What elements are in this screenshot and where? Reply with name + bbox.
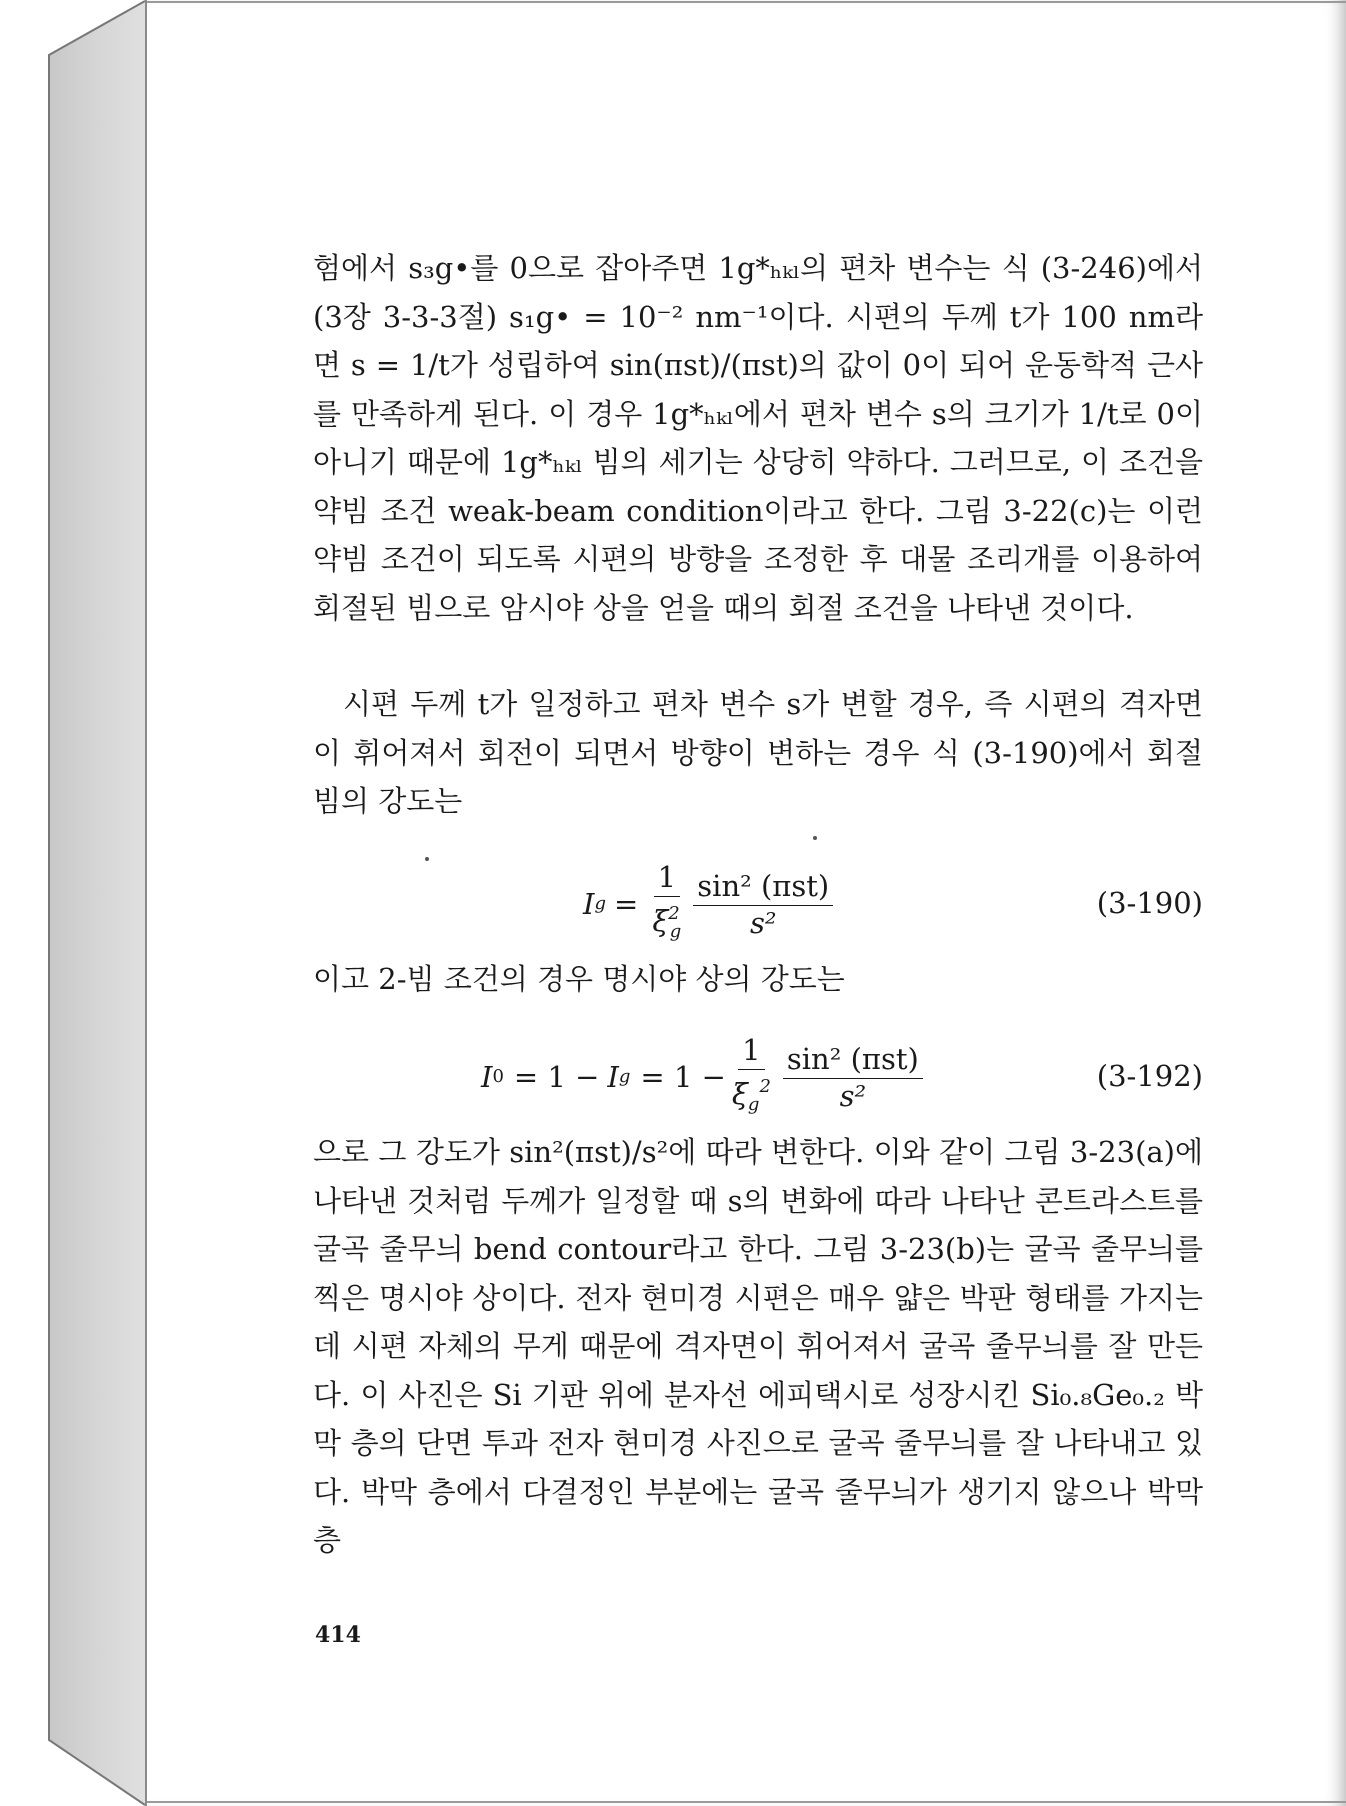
page-bottom-edge xyxy=(147,1801,1346,1803)
eq1-frac1-num: 1 xyxy=(654,860,680,897)
eq2-frac2-num: sin² (πst) xyxy=(783,1042,923,1079)
eq2-middle: = 1 − xyxy=(513,1059,600,1094)
eq2-lhs: I xyxy=(481,1059,493,1094)
equation-intro-text: 이고 2-빔 조건의 경우 명시야 상의 강도는 xyxy=(313,962,845,996)
paragraph-2: 시편 두께 t가 일정하고 편차 변수 s가 변할 경우, 즉 시편의 격자면이 휘어져서 회전이 되면서 방향이 변하는 경우 식 (3-190)에서 회절 빔의 강도는 xyxy=(313,687,1203,818)
paragraph-3: 으로 그 강도가 sin²(πst)/s²에 따라 변한다. 이와 같이 그림 3-23(a)에 나타낸 것처럼 두께가 일정할 때 s의 변화에 따라 나타난 콘트라스트를 굴곡 줄무늬 bend contour라고 한다. 그림 3-23(b)는 굴곡 줄무늬를 찍은 명시야 상이다. 전자 현미경 시편은 매우 얇은 박판 형태를 가지는데 시편 자체의 무게 때문에 격자면이 휘어져서 굴곡 줄무늬를 잘 만든다. 이 사진은 Si 기판 위에 분자선 에피택시로 성장시킨 Si₀.₈Ge₀.₂ 박막 층의 단면 투과 전자 현미경 사진으로 굴곡 줄무늬를 잘 나타내고 있다. 박막 층에서 다결정인 부분에는 굴곡 줄무늬가 생기지 않으나 박막 층 xyxy=(313,1135,1203,1557)
eq2-xi-sup: 2 xyxy=(759,1076,771,1097)
eq1-frac1 xyxy=(652,860,681,947)
eq1-number: (3-190) xyxy=(1096,886,1203,920)
eq2-frac2-den: s² xyxy=(839,1079,867,1113)
page-number: 414 xyxy=(315,1622,361,1648)
page-top-edge xyxy=(147,1,1346,3)
eq2-xi: ξ xyxy=(731,1077,748,1111)
eq1-xi-sup: 2 xyxy=(668,903,680,924)
eq2-mid-sub: g xyxy=(618,1066,631,1087)
eq2-lhs-sub: 0 xyxy=(492,1066,504,1087)
eq1-frac2 xyxy=(693,869,833,938)
eq1-equals: = xyxy=(614,886,639,921)
eq1-lhs: I xyxy=(583,886,595,921)
eq2-frac1-den xyxy=(732,1070,771,1120)
equation-3-190 xyxy=(313,860,1203,950)
eq2-mid-var: I xyxy=(607,1059,619,1094)
equation-3-192 xyxy=(313,1033,1203,1123)
eq1-frac2-num: sin² (πst) xyxy=(693,869,833,906)
eq2-number: (3-192) xyxy=(1096,1059,1203,1093)
eq1-frac1-den xyxy=(652,897,681,947)
book-spine-outline xyxy=(48,0,146,1806)
eq2-frac2 xyxy=(783,1042,923,1111)
speck xyxy=(813,836,817,840)
eq1-lhs-sub: g xyxy=(594,893,606,914)
eq2-frac1 xyxy=(732,1033,771,1120)
eq1-xi: ξ xyxy=(652,904,669,938)
paragraph-1: 험에서 s₃g•를 0으로 잡아주면 1g*ₕₖₗ의 편차 변수는 식 (3-246)에서(3장 3-3-3절) s₁g• = 10⁻² nm⁻¹이다. 시편의 두께 t가 100 nm라면 s = 1/t가 성립하여 sin(πst)/(πst)의 값이 0이 되어 운동학적 근사를 만족하게 된다. 이 경우 1g*ₕₖₗ에서 편차 변수 s의 크기가 1/t로 0이 아니기 때문에 1g*ₕₖₗ 빔의 세기는 상당히 약하다. 그러므로, 이 조건을 약빔 조건 weak-beam condition이라고 한다. 그림 3-22(c)는 이런 약빔 조건이 되도록 시편의 방향을 조정한 후 대물 조리개를 이용하여 회절된 빔으로 암시야 상을 얻을 때의 회절 조건을 나타낸 것이다. xyxy=(313,251,1203,625)
eq2-rhs-start: = 1 − xyxy=(640,1059,726,1094)
eq1-frac2-den: s² xyxy=(749,906,777,940)
eq2-xi-sub: g xyxy=(747,1094,760,1115)
eq1-xi-sub: g xyxy=(669,921,682,942)
eq2-frac1-num: 1 xyxy=(738,1033,764,1070)
